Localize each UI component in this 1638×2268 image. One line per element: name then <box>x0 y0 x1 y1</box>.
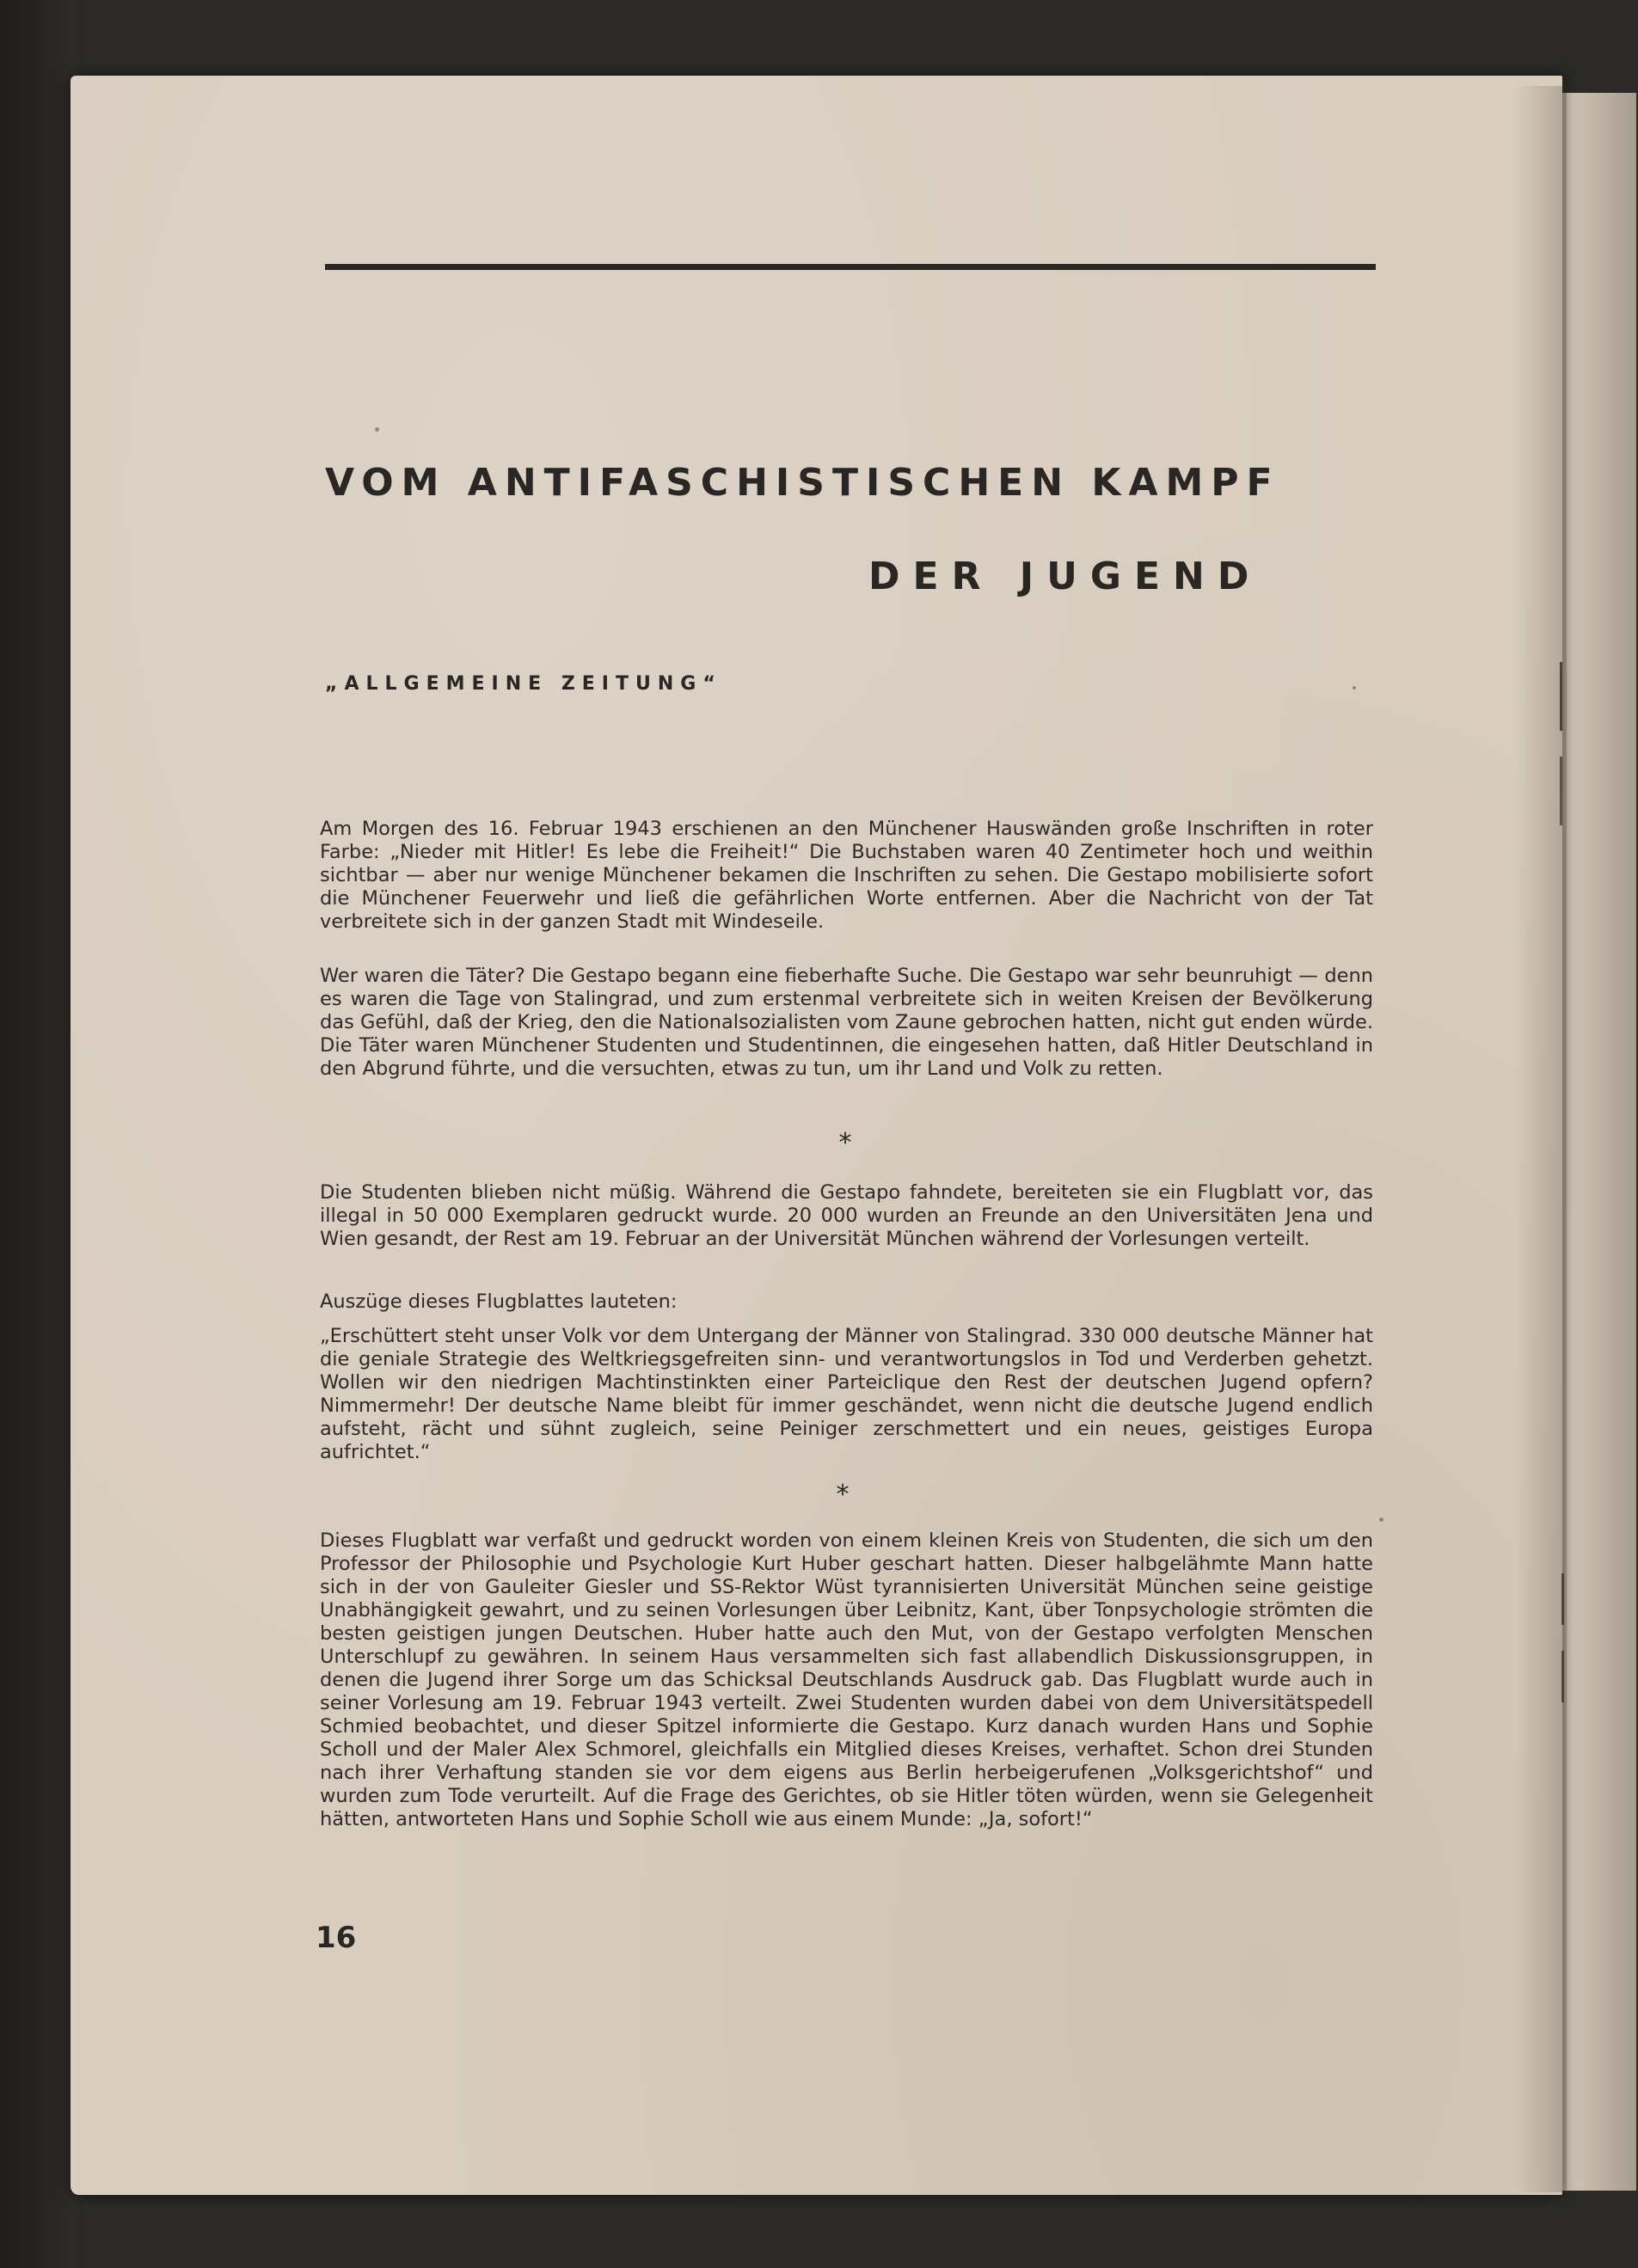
paragraph-4: Auszüge dieses Flugblattes lauteten: <box>320 1290 678 1313</box>
paper-mark <box>1560 662 1562 731</box>
paper-speck <box>375 427 379 432</box>
paper-speck <box>1379 1517 1383 1522</box>
title-line-2: DER JUGEND <box>868 555 1262 598</box>
spine-shadow <box>1515 86 1567 2192</box>
paper-speck <box>1353 686 1356 690</box>
paragraph-2: Wer waren die Täter? Die Gestapo begann eine fieberhafte Suche. Die Gestapo war sehr beunruhigt — denn es waren die Tage von Stalingrad, und zum erstenmal verbreitete sich in weiten Kreisen der Bevölkerung das Gefühl, daß der Krieg, den die Nationalsozialisten vom Zaune gebrochen hatten, nicht gut enden würde. Die Täter waren Münchener Studenten und Studentinnen, die eingesehen hatten, daß Hitler Deutschland in den Abgrund führte, und die versuchten, etwas zu tun, um ihr Land und Volk zu retten. <box>320 965 1373 1080</box>
book-page <box>71 76 1562 2195</box>
paragraph-3: Die Studenten blieben nicht müßig. Während die Gestapo fahndete, bereiteten sie ein Flugblatt vor, das illegal in 50 000 Exemplaren gedruckt wurde. 20 000 wurden an Freunde an den Universitäten Jena und Wien gesandt, der Rest am 19. Februar an der Universität München während der Vorlesungen verteilt. <box>320 1181 1373 1250</box>
paragraph-5-quote: „Erschüttert steht unser Volk vor dem Untergang der Männer von Stalingrad. 330 000 deutsche Männer hat die geniale Strategie des Weltkriegsgefreiten sinn- und verantwortungslos in Tod und Verderben gehetzt. Wollen wir den niedrigen Machtinstinkten einer Parteiclique den Rest der deutschen Jugend opfern? Nimmermehr! Der deutsche Name bleibt für immer geschändet, wenn nicht die deutsche Jugend endlich aufsteht, rächt und sühnt zugleich, seine Peiniger zerschmettert und ein neues, geistiges Europa aufrichtet.“ <box>320 1325 1373 1463</box>
paper-mark <box>1561 1573 1564 1625</box>
title-line-1: VOM ANTIFASCHISTISCHEN KAMPF <box>325 461 1280 505</box>
page-number: 16 <box>316 1921 357 1955</box>
paper-mark <box>1561 1651 1564 1702</box>
paragraph-1: Am Morgen des 16. Februar 1943 erschienen an den Münchener Hauswänden große Inschriften in roter Farbe: „Nieder mit Hitler! Es lebe die Freiheit!“ Die Buchstaben waren 40 Zentimeter hoch und weithin sichtbar — aber nur wenige Münchener bekamen die Inschriften zu sehen. Die Gestapo mobilisierte sofort die Münchener Feuerwehr und ließ die gefährlichen Worte entfernen. Aber die Nachricht von der Tat verbreitete sich in der ganzen Stadt mit Windeseile. <box>320 818 1373 933</box>
section-separator-1: * <box>838 1128 852 1158</box>
paragraph-6: Dieses Flugblatt war verfaßt und gedruckt worden von einem kleinen Kreis von Studenten, die sich um den Professor der Philosophie und Psychologie Kurt Huber geschart hatten. Dieser halbgelähmte Mann hatte sich in der von Gauleiter Giesler und SS-Rektor Wüst tyrannisierten Universität München seine geistige Unabhängigkeit gewahrt, und zu seinen Vorlesungen über Leibnitz, Kant, über Tonpsychologie strömten die besten geistigen jungen Deutschen. Huber hatte auch den Mut, von der Gestapo verfolgten Menschen Unterschlupf zu gewähren. In seinem Haus versammelten sich fast allabendlich Diskussionsgruppen, in denen die Jugend ihrer Sorge um das Schicksal Deutschlands Ausdruck gab. Das Flugblatt wurde auch in seiner Vorlesung am 19. Februar 1943 verteilt. Zwei Studenten wurden dabei von dem Universitätspedell Schmied beobachtet, und dieser Spitzel informierte die Gestapo. Kurz danach wurden Hans und Sophie Scholl und der Maler Alex Schmorel, gleichfalls ein Mitglied dieses Kreises, verhaftet. Schon drei Stunden nach ihrer Verhaftung standen sie vor dem eigens aus Berlin herbeigerufenen „Volksgerichtshof“ und wurden zum Tode verurteilt. Auf die Frage des Gerichtes, ob sie Hitler töten würden, wenn sie Gelegenheit hätten, antworteten Hans und Sophie Scholl wie aus einem Munde: „Ja, sofort!“ <box>320 1529 1373 1830</box>
header-rule <box>325 264 1376 270</box>
background-left <box>0 0 77 2268</box>
section-separator-2: * <box>836 1480 850 1510</box>
source-line: „ALLGEMEINE ZEITUNG“ <box>325 673 722 695</box>
paper-mark <box>1560 757 1562 825</box>
